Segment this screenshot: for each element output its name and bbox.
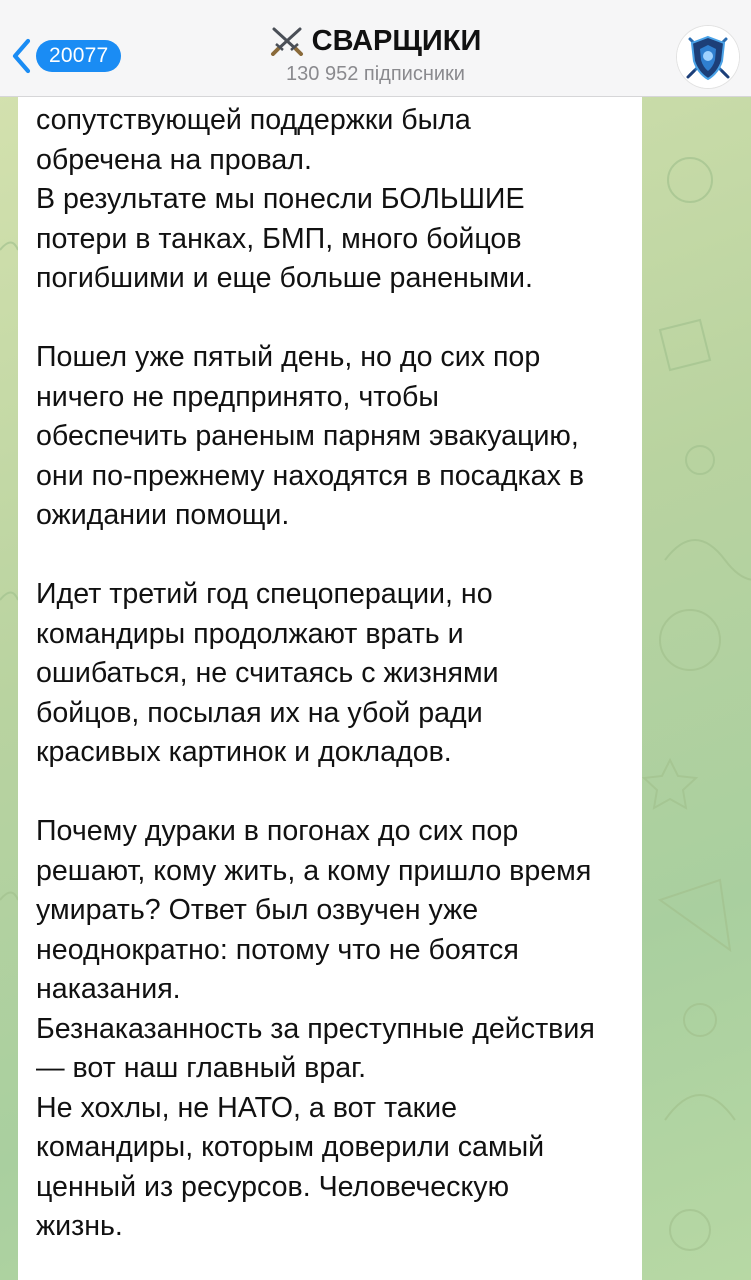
channel-title-row	[150, 22, 601, 60]
chevron-left-icon	[10, 37, 34, 75]
chat-header	[0, 0, 751, 97]
subscriber-count: 130 952 підписники	[286, 63, 465, 85]
channel-title: СВАРЩИКИ	[311, 25, 482, 57]
crossed-swords-icon	[270, 26, 304, 56]
shield-logo-icon	[676, 25, 740, 89]
message-bubble	[18, 96, 642, 1280]
channel-info[interactable]	[150, 22, 601, 88]
message-text: сопутствующей поддержки была обречена на провал. В результате мы понесли БОЛЬШИЕ потери в танках, БМП, много бойцов погибшими и еще больше ранеными. Пошел уже пятый день, но до сих пор ничего не предпринято, чтобы обеспечить раненым парням эвакуацию, они по-прежнему находятся в посадках в ожидании помощи. Идет третий год спецоперации, но командиры продолжают врать и ошибаться, не считаясь с жизнями бойцов, посылая их на убой ради красивых картинок и докладов. Почему дураки в погонах до сих пор решают, кому жить, а кому пришло время умирать? Ответ был озвучен уже неоднократно: потому что не боятся наказания. Безнаказанность за преступные действия — вот наш главный враг. Не хохлы, не НАТО, а вот такие командиры, которым доверили самый ценный из ресурсов. Человеческую жизнь.	[36, 104, 595, 1242]
unread-count-badge: 20077	[36, 40, 121, 72]
channel-avatar[interactable]	[676, 25, 740, 89]
back-button[interactable]	[10, 36, 121, 76]
